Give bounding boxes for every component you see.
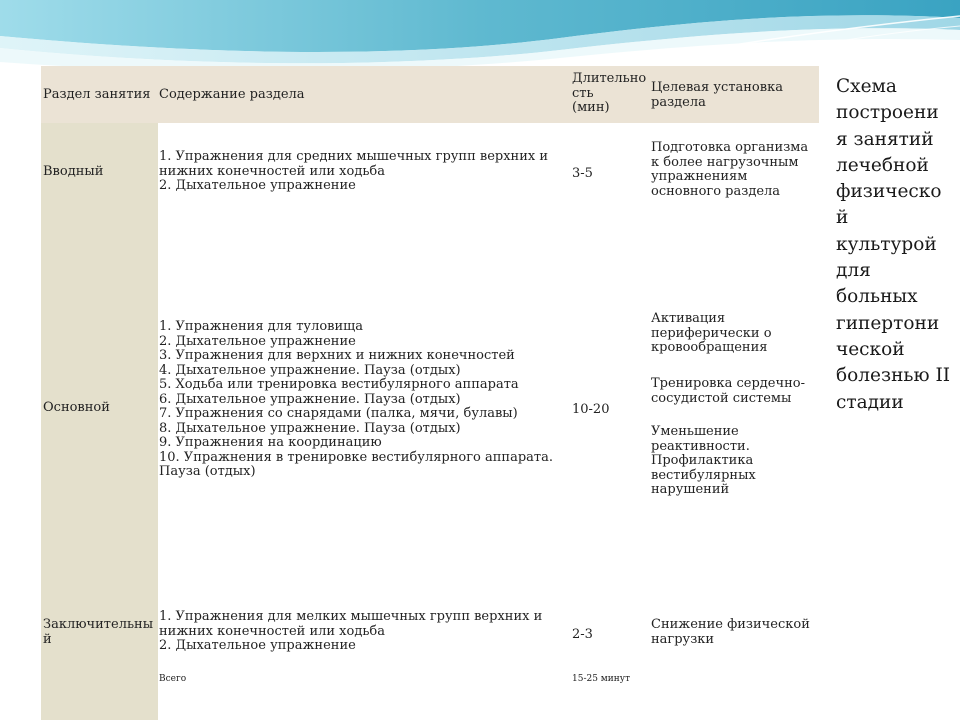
row-main-content: 1. Упражнения для туловища 2. Дыхательное упражнение 3. Упражнения для верхних и нижних конечностей 4. Дыхательное упражнение. Пауза (отдых) 5. Ходьба или тренировка вестибулярного аппарата 6. Дыхательное упражнение. Пауза (отдых) 7. Упражнения со снарядами (палка, мячи, булавы) 8. Дыхательное упражнение. Пауза (отдых) 9. Упражнения на координацию 10. Упражнения в тренировке вестибулярного аппарата. Пауза (отдых) [159, 319, 553, 479]
row-main-section: Основной [43, 400, 110, 415]
row-final-section: Заключительны й [43, 617, 154, 647]
row-final-content: 1. Упражнения для мелких мышечных групп верхних и нижних конечностей или ходьба 2. Дыхательное упражнение [159, 609, 543, 653]
row-final-duration: 2-3 [572, 627, 593, 642]
header-content: Содержание раздела [159, 87, 305, 102]
row-main-goal-3: Уменьшение реактивности. Профилактика вестибулярных нарушений [651, 424, 756, 497]
row-intro-section: Вводный [43, 164, 104, 179]
row-intro-duration: 3-5 [572, 166, 593, 181]
row-main-duration: 10-20 [572, 402, 610, 417]
row-final-goal: Снижение физической нагрузки [651, 617, 810, 647]
row-main-goal-2: Тренировка сердечно- сосудистой системы [651, 376, 805, 406]
exercise-table [41, 66, 819, 720]
total-label: Всего [159, 674, 187, 684]
total-value: 15-25 минут [572, 674, 631, 684]
header-duration: Длительно сть (мин) [572, 71, 647, 115]
row-intro-content: 1. Упражнения для средних мышечных групп верхних и нижних конечностей или ходьба 2. Дыхательное упражнение [159, 149, 549, 193]
row-intro-goal: Подготовка организма к более нагрузочным упражнениям основного раздела [651, 140, 809, 199]
row-main-goal-1: Активация периферически о кровообращения [651, 311, 772, 355]
header-goal: Целевая установка раздела [651, 80, 783, 110]
header-section: Раздел занятия [43, 87, 151, 102]
slide-title: Схема построени я занятий лечебной физическо й культурой для больных гипертони ческой болезнью II стадии [836, 76, 951, 413]
